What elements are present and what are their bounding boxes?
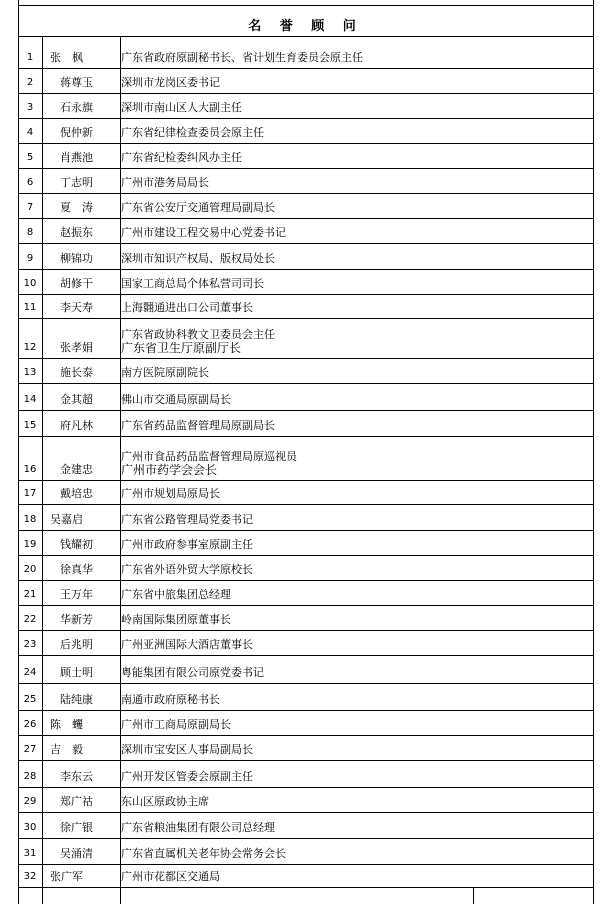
position-description: 粤能集团有限公司原党委书记 bbox=[121, 666, 264, 679]
position-description: 广东省纪检委纠风办主任 bbox=[121, 151, 242, 164]
position-description: 广东省卫生厅原副厅长 bbox=[121, 341, 242, 355]
person-name: 丁志明 bbox=[60, 176, 93, 189]
row-number: 4 bbox=[26, 127, 34, 138]
row-number: 8 bbox=[26, 227, 34, 238]
row-number: 13 bbox=[23, 367, 37, 378]
position-description: 广东省政府原副秘书长、省计划生育委员会原主任 bbox=[121, 51, 363, 64]
row-number: 28 bbox=[23, 771, 37, 782]
grid-line-horizontal bbox=[18, 118, 593, 119]
person-name: 钱耀初 bbox=[60, 538, 93, 551]
position-description: 广州市港务局局长 bbox=[121, 176, 209, 189]
person-name: 石永旗 bbox=[60, 101, 93, 114]
row-number: 11 bbox=[23, 302, 37, 313]
grid-line-horizontal bbox=[18, 68, 593, 69]
position-description: 广东省直属机关老年协会常务会长 bbox=[121, 847, 286, 860]
person-name: 吴嘉启 bbox=[50, 513, 83, 526]
row-number: 6 bbox=[26, 177, 34, 188]
grid-line-horizontal bbox=[18, 504, 593, 505]
person-name: 府凡林 bbox=[60, 419, 93, 432]
row-number: 32 bbox=[23, 871, 37, 882]
row-number: 23 bbox=[23, 639, 37, 650]
person-name: 顾士明 bbox=[60, 666, 93, 679]
row-number: 19 bbox=[23, 539, 37, 550]
grid-line-horizontal bbox=[18, 93, 593, 94]
grid-line-horizontal bbox=[18, 269, 593, 270]
position-description: 广东省外语外贸大学原校长 bbox=[121, 563, 253, 576]
position-description: 南方医院原副院长 bbox=[121, 366, 209, 379]
position-description: 广州市食品药品监督管理局原巡视员 bbox=[121, 450, 297, 463]
grid-line-horizontal bbox=[18, 218, 593, 219]
grid-line-horizontal bbox=[18, 605, 593, 606]
row-number: 9 bbox=[26, 253, 34, 264]
row-number: 21 bbox=[23, 589, 37, 600]
position-description: 广东省公安厅交通管理局副局长 bbox=[121, 201, 275, 214]
grid-line-horizontal bbox=[18, 436, 593, 437]
person-name: 后兆明 bbox=[60, 638, 93, 651]
grid-line-col-extra bbox=[473, 887, 474, 904]
grid-line-horizontal bbox=[18, 193, 593, 194]
person-name: 吴涌清 bbox=[60, 847, 93, 860]
person-name: 郑广祜 bbox=[60, 795, 93, 808]
grid-line-horizontal bbox=[18, 143, 593, 144]
person-name: 金建忠 bbox=[60, 463, 93, 476]
grid-line-horizontal bbox=[18, 318, 593, 319]
position-description: 广州市政府参事室原副主任 bbox=[121, 538, 253, 551]
row-number: 2 bbox=[26, 77, 34, 88]
grid-line-horizontal bbox=[18, 530, 593, 531]
row-number: 1 bbox=[26, 52, 34, 63]
row-number: 29 bbox=[23, 796, 37, 807]
row-number: 24 bbox=[23, 667, 37, 678]
position-description: 广东省中旅集团总经理 bbox=[121, 588, 231, 601]
position-description: 广东省公路管理局党委书记 bbox=[121, 513, 253, 526]
grid-line-horizontal bbox=[18, 838, 593, 839]
position-description: 深圳市知识产权局、版权局处长 bbox=[121, 252, 275, 265]
grid-line-horizontal bbox=[18, 410, 593, 411]
grid-line-horizontal bbox=[18, 168, 593, 169]
person-name: 王万年 bbox=[60, 588, 93, 601]
person-name: 肖燕池 bbox=[60, 151, 93, 164]
position-description: 广州市建设工程交易中心党委书记 bbox=[121, 226, 286, 239]
person-name: 蒋尊玉 bbox=[60, 76, 93, 89]
position-description: 南通市政府原秘书长 bbox=[121, 693, 220, 706]
position-description: 佛山市交通局原副局长 bbox=[121, 393, 231, 406]
grid-line-horizontal bbox=[18, 480, 593, 481]
position-description: 广州亚洲国际大酒店董事长 bbox=[121, 638, 253, 651]
grid-line-horizontal bbox=[18, 787, 593, 788]
person-name: 陆纯康 bbox=[60, 693, 93, 706]
grid-line-horizontal bbox=[18, 36, 593, 37]
person-name: 张孝娟 bbox=[60, 341, 93, 354]
position-description: 广东省药品监督管理局原副局长 bbox=[121, 419, 275, 432]
position-description: 深圳市龙岗区委书记 bbox=[121, 76, 220, 89]
person-name: 倪仲新 bbox=[60, 126, 93, 139]
row-number: 20 bbox=[23, 564, 37, 575]
person-name: 华新芳 bbox=[60, 613, 93, 626]
position-description: 广东省纪律检查委员会原主任 bbox=[121, 126, 264, 139]
position-description: 广州开发区管委会原副主任 bbox=[121, 770, 253, 783]
grid-line-horizontal bbox=[18, 358, 593, 359]
grid-line-horizontal bbox=[18, 555, 593, 556]
grid-line-horizontal bbox=[18, 243, 593, 244]
person-name: 赵振东 bbox=[60, 226, 93, 239]
person-name: 张广军 bbox=[50, 870, 83, 883]
position-description: 深圳市宝安区人事局副局长 bbox=[121, 743, 253, 756]
grid-line-horizontal bbox=[18, 735, 593, 736]
position-description: 广东省粮油集团有限公司总经理 bbox=[121, 821, 275, 834]
grid-line-horizontal bbox=[18, 630, 593, 631]
position-description: 国家工商总局个体私营司司长 bbox=[121, 277, 264, 290]
person-name: 李东云 bbox=[60, 770, 93, 783]
person-name: 夏 涛 bbox=[60, 201, 93, 214]
grid-line-horizontal bbox=[18, 294, 593, 295]
grid-line-horizontal bbox=[18, 812, 593, 813]
row-number: 14 bbox=[23, 394, 37, 405]
grid-line-horizontal bbox=[18, 683, 593, 684]
row-number: 16 bbox=[23, 464, 37, 475]
person-name: 柳锦功 bbox=[60, 252, 93, 265]
person-name: 戴培忠 bbox=[60, 487, 93, 500]
grid-line-horizontal bbox=[18, 887, 593, 888]
grid-line-horizontal bbox=[18, 383, 593, 384]
row-number: 5 bbox=[26, 152, 34, 163]
position-description: 广东省政协科教文卫委员会主任 bbox=[121, 328, 275, 341]
grid-line-horizontal bbox=[18, 655, 593, 656]
row-number: 30 bbox=[23, 822, 37, 833]
grid-line-top bbox=[18, 5, 593, 6]
position-description: 上海翾通进出口公司董事长 bbox=[121, 301, 253, 314]
row-number: 25 bbox=[23, 694, 37, 705]
grid-line-horizontal bbox=[18, 760, 593, 761]
grid-line-horizontal bbox=[18, 710, 593, 711]
row-number: 22 bbox=[23, 614, 37, 625]
person-name: 徐广银 bbox=[60, 821, 93, 834]
position-description: 深圳市南山区人大副主任 bbox=[121, 101, 242, 114]
person-name: 陈 蠼 bbox=[50, 718, 83, 731]
row-number: 31 bbox=[23, 848, 37, 859]
grid-line-horizontal bbox=[18, 580, 593, 581]
person-name: 吉 毅 bbox=[50, 743, 83, 756]
table-title: 名 誉 顾 问 bbox=[248, 19, 363, 34]
grid-line-col-no bbox=[42, 36, 43, 904]
person-name: 张 枫 bbox=[50, 51, 83, 64]
position-description: 广州市工商局原副局长 bbox=[121, 718, 231, 731]
row-number: 12 bbox=[23, 342, 37, 353]
row-number: 17 bbox=[23, 488, 37, 499]
person-name: 施长泰 bbox=[60, 366, 93, 379]
row-number: 26 bbox=[23, 719, 37, 730]
position-description: 广州市药学会会长 bbox=[121, 463, 218, 477]
position-description: 东山区原政协主席 bbox=[121, 795, 209, 808]
person-name: 金其超 bbox=[60, 393, 93, 406]
row-number: 18 bbox=[23, 514, 37, 525]
position-description: 广州市规划局原局长 bbox=[121, 487, 220, 500]
person-name: 徐真华 bbox=[60, 563, 93, 576]
row-number: 7 bbox=[26, 202, 34, 213]
row-number: 3 bbox=[26, 102, 34, 113]
row-number: 15 bbox=[23, 420, 37, 431]
position-description: 岭南国际集团原董事长 bbox=[121, 613, 231, 626]
row-number: 27 bbox=[23, 744, 37, 755]
grid-line-horizontal bbox=[18, 864, 593, 865]
person-name: 李天寿 bbox=[60, 301, 93, 314]
row-number: 10 bbox=[23, 278, 37, 289]
grid-line-right bbox=[593, 0, 594, 904]
position-description: 广州市花都区交通局 bbox=[121, 870, 220, 883]
person-name: 胡修干 bbox=[60, 277, 93, 290]
